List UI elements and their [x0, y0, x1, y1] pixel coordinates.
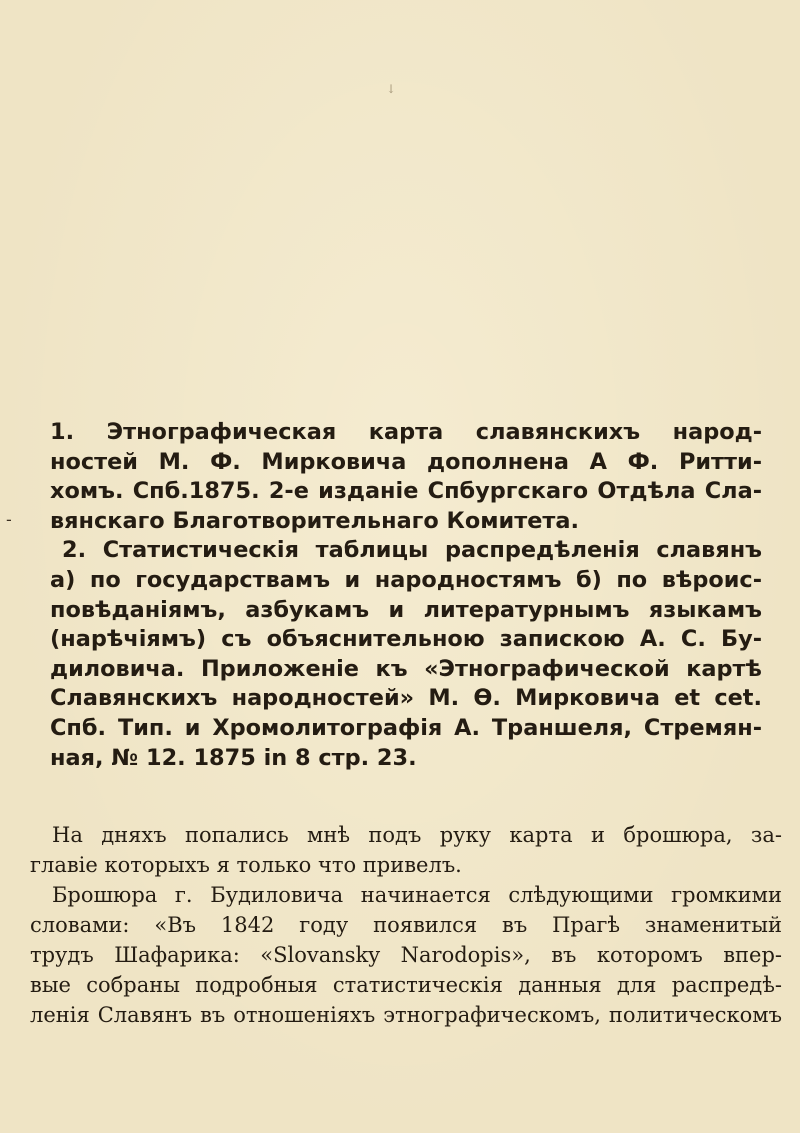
body-line: главіе которыхъ я только что привелъ. — [30, 853, 462, 877]
body-line: вые собраны подробныя статистическія данныя для распредѣ- — [30, 973, 782, 997]
body-line: трудъ Шафарика: «Slovansky Narodopis», въ которомъ впер- — [30, 943, 782, 967]
bibliography-line: ностей М. Ф. Мирковича дополнена А Ф. Ритти- — [50, 448, 762, 475]
bibliography-line: диловича. Приложеніе къ «Этнографической картѣ — [50, 655, 762, 682]
page-top-mark: ↓ — [386, 82, 397, 96]
bibliography-line: (нарѣчіямъ) съ объяснительною запискою А. С. Бу- — [50, 626, 762, 653]
bibliography-block — [50, 418, 762, 773]
body-line: Брошюра г. Будиловича начинается слѣдующими громкими — [52, 883, 782, 907]
bibliography-line: повѣданіямъ, азбукамъ и литературнымъ языкамъ — [50, 596, 762, 623]
bibliography-line: а) по государствамъ и народностямъ б) по вѣроис- — [50, 566, 762, 593]
body-line: На дняхъ попались мнѣ подъ руку карта и брошюра, за- — [52, 823, 782, 847]
body-line: словами: «Въ 1842 году появился въ Прагѣ знаменитый — [30, 913, 782, 937]
bibliography-line: 1. Этнографическая карта славянскихъ народ- — [50, 419, 762, 445]
bibliography-line: вянскаго Благотворительнаго Комитета. — [50, 507, 579, 534]
bibliography-line: хомъ. Спб.1875. 2-е изданіе Спбургскаго Отдѣла Сла- — [50, 478, 762, 505]
body-line: ленія Славянъ въ отношеніяхъ этнографическомъ, политическомъ — [30, 1003, 782, 1027]
margin-mark: - — [6, 510, 12, 529]
body-text-block — [30, 820, 782, 1030]
bibliography-line: ная, № 12. 1875 in 8 стр. 23. — [50, 744, 417, 771]
bibliography-line: 2. Статистическія таблицы распредѣленія славянъ — [62, 537, 762, 564]
bibliography-line: Спб. Тип. и Хромолитографія А. Траншеля, Стремян- — [50, 714, 762, 741]
bibliography-line: Славянскихъ народностей» М. Ѳ. Мирковича et cet. — [50, 685, 762, 712]
